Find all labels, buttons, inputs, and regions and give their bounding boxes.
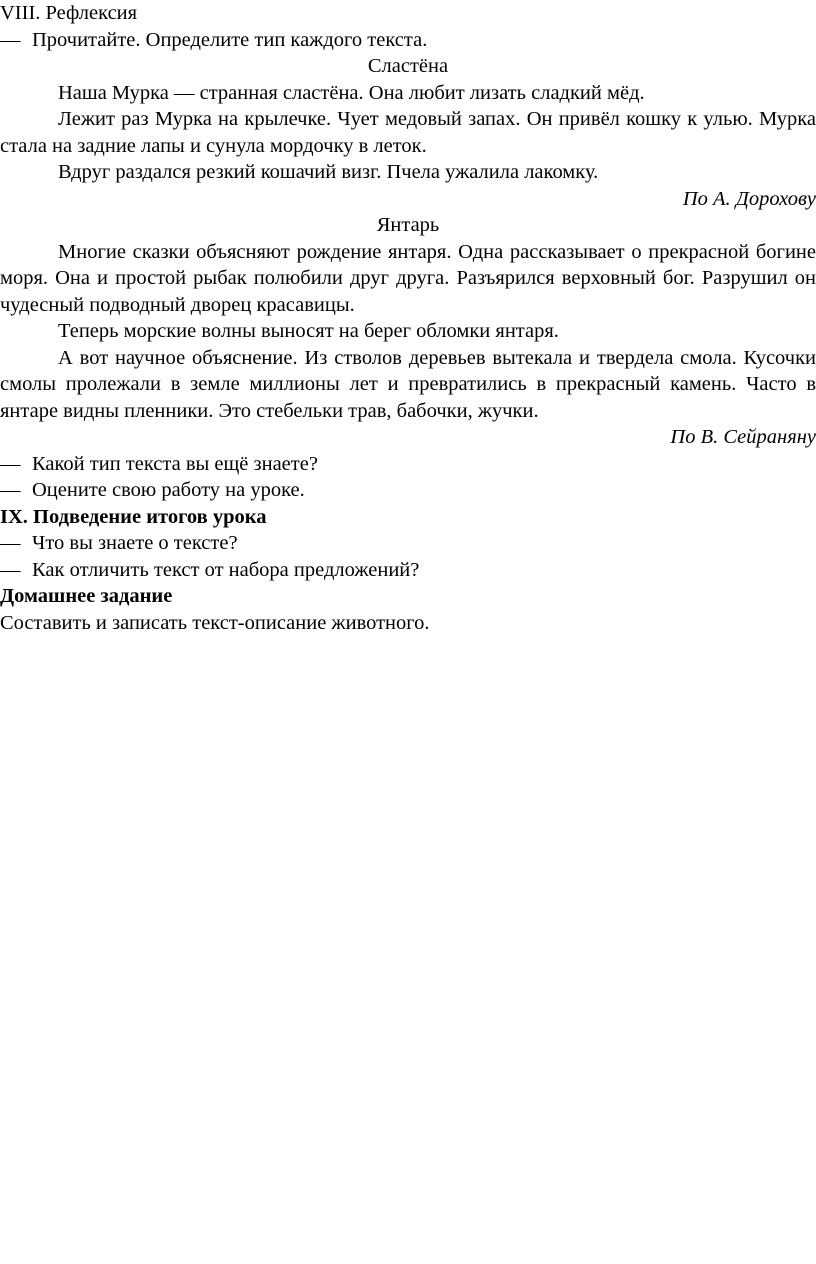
homework-text: Составить и записать текст-описание животного. bbox=[0, 611, 430, 634]
reflection-question-text: Какой тип текста вы ещё знаете? bbox=[32, 452, 318, 475]
task-text: Прочитайте. Определите тип каждого текста. bbox=[32, 28, 428, 51]
text2-author: По В. Сейраняну bbox=[670, 426, 816, 448]
text2-paragraph: А вот научное объяснение. Из стволов деревьев вытекала и твердела смола. Кусочки смолы пролежали в земле миллионы лет и превратились в прекрасный камень. Часто в янтаре видны пленники. Это стебельки трав, бабочки, жучки. bbox=[0, 346, 816, 422]
reflection-question bbox=[0, 451, 816, 478]
section-ix-heading: IX. Подведение итогов урока bbox=[0, 505, 267, 528]
section-viii-heading: VIII. Рефлексия bbox=[0, 2, 138, 24]
text1-author: По А. Дорохову bbox=[682, 187, 816, 210]
summary-question bbox=[0, 557, 816, 584]
summary-question-text: Как отличить текст от набора предложений? bbox=[32, 558, 420, 581]
text2-title: Янтарь bbox=[376, 214, 440, 236]
text1-paragraph: Лежит раз Мурка на крылечке. Чует медовый запах. Он привёл кошку к улью. Мурка стала на задние лапы и сунула мордочку в леток. bbox=[0, 108, 816, 157]
homework-heading: Домашнее задание bbox=[0, 585, 173, 607]
summary-question-text: Что вы знаете о тексте? bbox=[32, 532, 238, 554]
dash-marker: — bbox=[0, 558, 21, 581]
text1-paragraph: Вдруг раздался резкий кошачий визг. Пчела ужалила лакомку. bbox=[58, 161, 599, 183]
text1-title: Сластёна bbox=[367, 55, 449, 77]
reflection-question bbox=[0, 477, 816, 504]
dash-marker: — bbox=[0, 479, 21, 501]
dash-marker: — bbox=[0, 532, 21, 554]
summary-question bbox=[0, 530, 816, 557]
text1-paragraph: Наша Мурка — странная сластёна. Она любит лизать сладкий мёд. bbox=[58, 81, 645, 104]
dash-marker: — bbox=[0, 452, 21, 475]
dash-marker: — bbox=[0, 28, 21, 51]
task-line bbox=[0, 27, 816, 54]
reflection-question-text: Оцените свою работу на уроке. bbox=[32, 479, 305, 501]
text2-paragraph: Теперь морские волны выносят на берег обломки янтаря. bbox=[58, 320, 559, 342]
text2-paragraph: Многие сказки объясняют рождение янтаря. Одна рассказывает о прекрасной богине моря. Она и простой рыбак полюбили друг друга. Разъярился верховный бог. Разрушил он чудесный подводный дворец красавицы. bbox=[0, 240, 816, 316]
